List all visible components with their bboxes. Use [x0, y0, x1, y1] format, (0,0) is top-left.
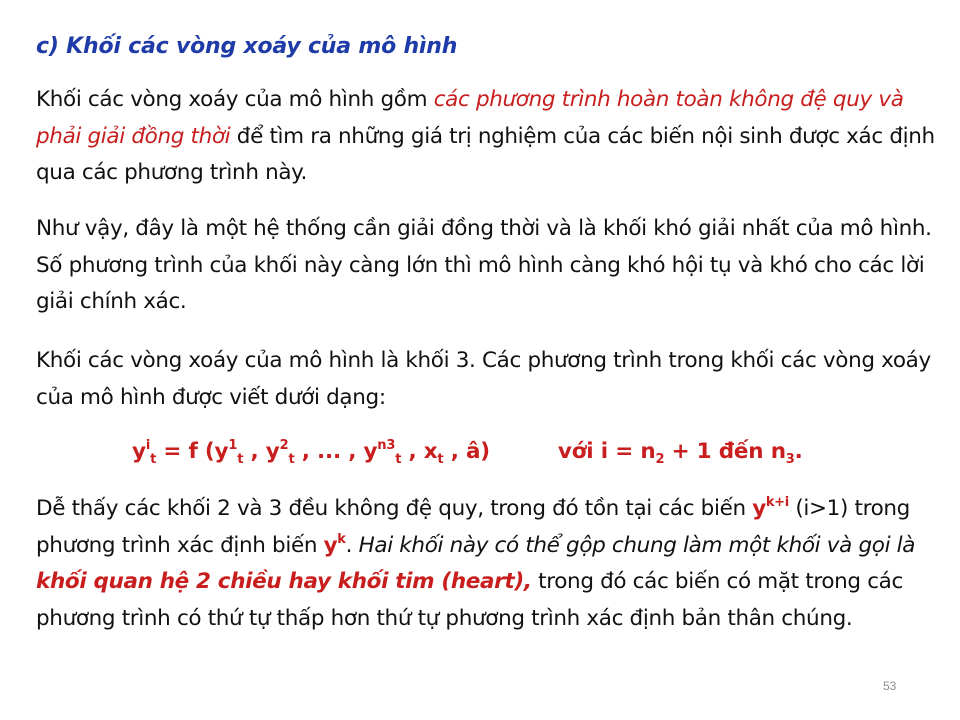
- p1-text-a: Khối các vòng xoáy của mô hình gồm: [36, 87, 434, 112]
- formula-line: $y^i_t = f$ ($y^1_t$ , $y^2_t$ , ... , $y^{n3}_t$ , $x_t$ , â) với $i = n_2 + 1$ đến $n_3$.: [132, 438, 803, 467]
- page-number: 53: [883, 679, 897, 693]
- variable-y-k-plus-i: $y^{k+i}$: [752, 495, 789, 521]
- paragraph-2: Như vậy, đây là một hệ thống cần giải đồng thời và là khối khó giải nhất của mô hình. Số phương trình của khối này càng lớn thì mô hình càng khó hội tụ và khó cho các lời giải chính xác.: [36, 216, 932, 314]
- p1-text-c: để tìm ra những giá trị nghiệm của các biến nội sinh được xác định qua các phương trình này.: [36, 123, 935, 185]
- heart-block-term: khối quan hệ 2 chiều hay khối tim (heart),: [36, 569, 532, 594]
- paragraph-4: Dễ thấy các khối 2 và 3 đều không đệ quy, trong đó tồn tại các biến $y^{k+i}$ (i>1) trong phương trình xác định biến $y^k$. Hai khối này có thể gộp chung làm một khối và gọi là khối quan hệ 2 chiều hay khối tim (heart), trong đó các biến có mặt trong các phương trình có thứ tự thấp hơn thứ tự phương trình xác định bản thân chúng.: [36, 495, 916, 631]
- p1-highlight: các phương trình hoàn toàn không đệ quy và phải giải đồng thời: [36, 87, 904, 149]
- paragraph-1: [36, 82, 936, 192]
- formula-lhs: $y^i_t$: [132, 438, 157, 467]
- formula-condition: với $i = n_2 + 1$ đến $n_3$.: [557, 439, 803, 467]
- section-heading: c) Khối các vòng xoáy của mô hình: [36, 34, 458, 59]
- variable-y-k: $y^k$: [323, 531, 346, 558]
- paragraph-3: Khối các vòng xoáy của mô hình là khối 3. Các phương trình trong khối các vòng xoáy của mô hình được viết dưới dạng:: [36, 348, 931, 410]
